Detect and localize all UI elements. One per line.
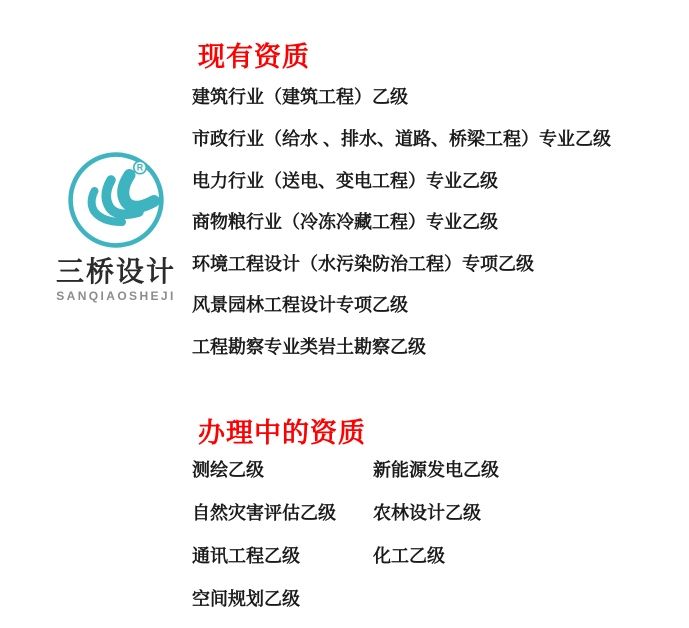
in-progress-row xyxy=(192,459,499,481)
in-progress-item: 新能源发电乙级 xyxy=(373,460,500,480)
in-progress-item: 通讯工程乙级 xyxy=(192,546,300,566)
qualifications-content xyxy=(192,42,672,622)
svg-text:R: R xyxy=(136,162,144,173)
in-progress-row xyxy=(192,545,445,567)
registered-trademark-icon xyxy=(134,161,146,173)
existing-qualifications-title: 现有资质 xyxy=(198,42,310,72)
in-progress-row xyxy=(192,502,481,524)
wave-logo-icon xyxy=(66,150,166,250)
qualification-item: 环境工程设计（水污染防治工程）专项乙级 xyxy=(192,254,534,274)
company-logo xyxy=(52,150,180,303)
qualification-item: 工程勘察专业类岩土勘察乙级 xyxy=(192,337,426,357)
qualification-item: 商物粮行业（冷冻冷藏工程）专业乙级 xyxy=(192,212,498,232)
in-progress-item: 测绘乙级 xyxy=(192,460,264,480)
qualification-item: 建筑行业（建筑工程）乙级 xyxy=(192,87,408,107)
in-progress-item: 化工乙级 xyxy=(373,546,446,566)
in-progress-item: 农林设计乙级 xyxy=(373,503,482,523)
in-progress-qualifications-title: 办理中的资质 xyxy=(198,418,366,448)
brand-name-chinese: 三桥设计 xyxy=(55,256,176,287)
in-progress-item: 自然灾害评估乙级 xyxy=(192,503,336,523)
qualification-item: 电力行业（送电、变电工程）专业乙级 xyxy=(192,171,498,191)
qualification-item: 市政行业（给水 、排水、道路、桥梁工程）专业乙级 xyxy=(192,129,611,149)
qualification-item: 风景园林工程设计专项乙级 xyxy=(192,295,408,315)
brand-name-pinyin: SANQIAOSHEJI xyxy=(56,289,176,303)
in-progress-item: 空间规划乙级 xyxy=(192,589,300,609)
in-progress-row xyxy=(192,588,373,610)
